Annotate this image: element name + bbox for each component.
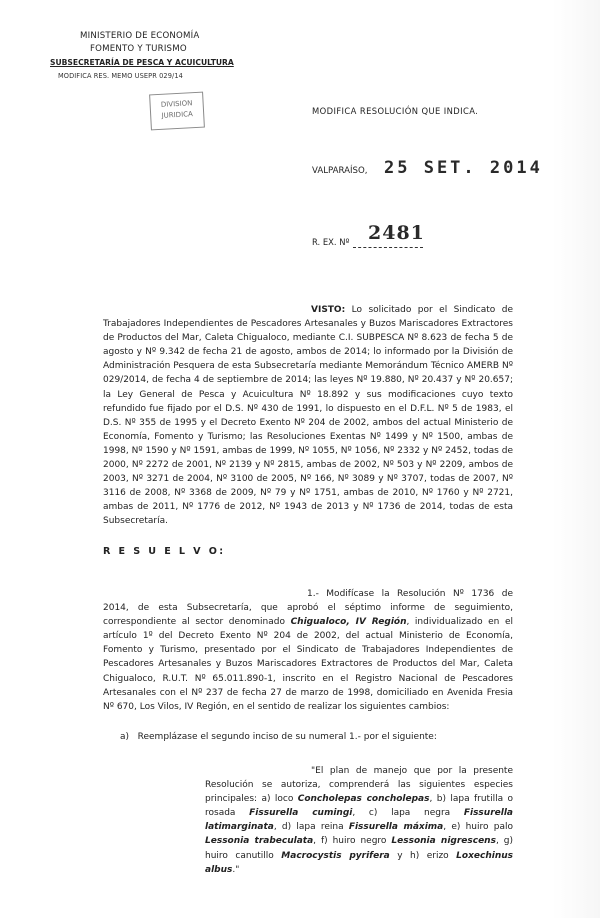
species-erizo: Loxechinus albus [205,850,513,875]
item-1-text-after: , individualizado en el artículo 1º del Decreto Exento Nº 204 de 2002, del actual Ministerio de Economía, Fomento y Turismo, presentado por el Sindicato de Trabajadores Independientes de Pescadores Artesanales y Buzos Mariscadores Extractores de Productos del Mar, Caleta Chigualoco, R.U.T. Nº 65.011.890-1, inscrito en el Registro Nacional de Pescadores Artesanales con el Nº 237 de fecha 27 de marzo de 1998, domiciliado en Avenida Fresia Nº 670, Los Vilos, IV Región, en el sentido de realizar los siguientes cambios: [103,617,513,712]
species-loco: Concholepas concholepas [297,794,430,805]
resuelvo-heading: R E S U E L V O: [103,546,226,557]
quote-text-5: , e) huiro palo [443,822,513,833]
species-lapa-reina: Fissurella máxima [348,822,444,833]
scan-edge-shade [552,0,600,918]
memo-reference: MODIFICA RES. MEMO USEPR 029/14 [58,72,183,80]
quote-text-1: "El plan de manejo que por la presente Resolución se autoriza, comprenderá las siguientes especies principales: a) loco [205,766,513,805]
item-1-text-before: Modifícase la Resolución Nº 1736 de 2014, de esta Subsecretaría, que aprobó el séptimo informe de seguimiento, correspondiente al sector denominado [103,589,513,628]
visto-text: Lo solicitado por el Sindicato de Trabajadores Independientes de Pescadores Artesanales y Buzos Mariscadores Extractores de Productos del Mar, Caleta Chigualoco, mediante C.I. SUBPESCA Nº 8.623 de fecha 5 de agosto y Nº 9.342 de fecha 21 de agosto, ambos de 2014; lo informado por la División de Administración Pesquera de esta Subsecretaría mediante Memorándum Técnico AMERB Nº 029/2014, de fecha 4 de septiembre de 2014; las leyes Nº 19.880, Nº 20.437 y Nº 20.657; la Ley General de Pesca y Acuicultura Nº 18.892 y sus modificaciones cuyo texto refundido fue fijado por el D.S. Nº 430 de 1991, lo dispuesto en el D.F.L. Nº 5 de 1983, el D.S. Nº 355 de 1995 y el Decreto Exento Nº 204 de 2002, ambos del actual Ministerio de Economía, Fomento y Turismo; las Resoluciones Exentas Nº 1499 y Nº 1500, ambas de 1998, Nº 1590 y Nº 1591, ambas de 1999, Nº 1055, Nº 1056, Nº 2332 y Nº 2452, todas de 2000, Nº 2272 de 2001, Nº 2139 y Nº 2815, ambas de 2002, Nº 503 y Nº 2209, ambos de 2003, Nº 3271 de 2004, Nº 3100 de 2005, Nº 166, Nº 3089 y Nº 3707, todas de 2007, Nº 3116 de 2008, Nº 3368 de 2009, Nº 79 y Nº 1751, ambas de 2010, Nº 1760 y Nº 2721, ambas de 2011, Nº 1776 de 2012, Nº 1943 de 2013 y Nº 1736 de 2014, todas de esta Subsecretaría. [103,305,513,527]
item-a-text: Reemplázase el segundo inciso de su numeral 1.- por el siguiente: [137,732,437,742]
ministry-line-1: MINISTERIO DE ECONOMÍA [80,31,200,41]
species-huiro-negro: Lessonia nigrescens [391,836,496,847]
rex-underline [353,247,423,248]
species-huiro-canutillo: Macrocystis pyrifera [281,850,390,861]
quote-text-8: y h) erizo [389,850,457,861]
item-1-sector: Chigualoco, IV Región [290,617,407,628]
date-stamp: 25 SET. 2014 [384,158,543,178]
quote-text-9: ." [232,864,240,875]
rex-number: 2481 [368,222,425,244]
item-a-paragraph [120,730,513,744]
item-1-paragraph [103,587,513,714]
ministry-line-2: FOMENTO Y TURISMO [90,44,187,54]
quote-paragraph [205,764,513,877]
quote-text-4: , d) lapa reina [273,822,349,833]
stamp-line-2: JURIDICA [161,110,194,120]
stamp-line-1: DIVISION [160,99,193,109]
visto-paragraph [103,303,513,529]
item-1-number: 1.- [307,589,319,599]
visto-label: VISTO: [311,305,346,315]
subsecretaria-line: SUBSECRETARÍA DE PESCA Y ACUICULTURA [50,58,234,67]
document-title: MODIFICA RESOLUCIÓN QUE INDICA. [312,106,479,116]
species-lapa-rosada: Fissurella cumingi [249,808,353,819]
quote-text-3: , c) lapa negra [352,808,464,819]
species-lapa-negra: Fissurella latimarginata [205,808,513,833]
item-a-letter: a) [120,732,130,742]
quote-text-6: , f) huiro negro [313,836,392,847]
division-stamp [149,92,205,131]
quote-text-2: , b) lapa frutilla o rosada [205,794,513,819]
quote-text-7: , g) huiro canutillo [205,836,513,861]
rex-label: R. EX. Nº [312,237,350,247]
place-label: VALPARAÍSO, [312,166,368,176]
species-huiro-palo: Lessonia trabeculata [205,836,314,847]
